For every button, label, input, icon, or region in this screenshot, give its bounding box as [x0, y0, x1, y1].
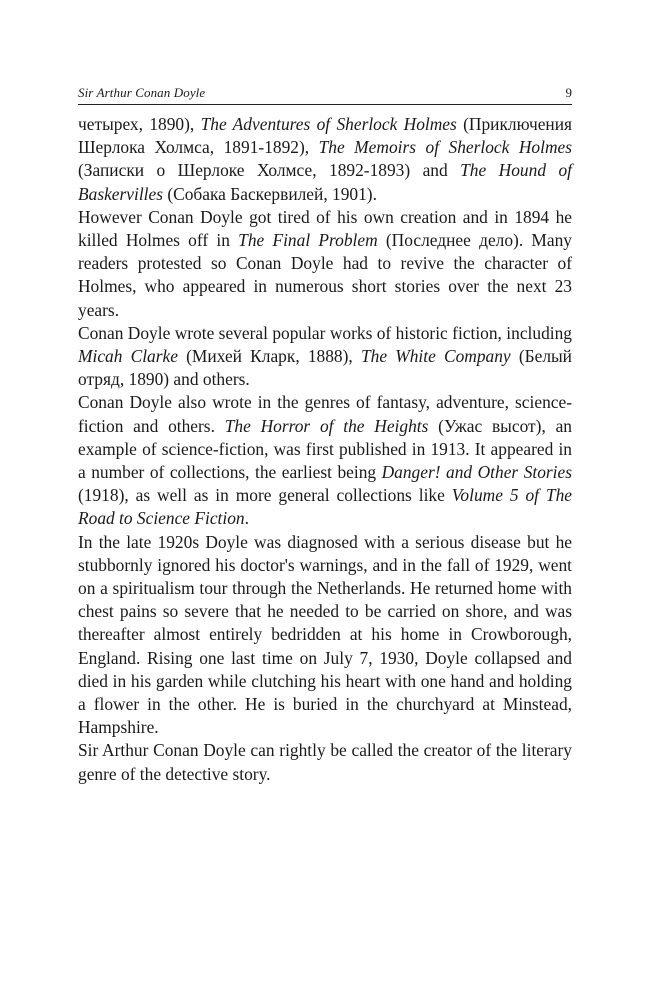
text-run: However Conan Doyle got tired of his own creation and in 1894 he killed Holmes off in: [78, 206, 572, 251]
book-title: The Final Problem: [238, 230, 378, 251]
running-header: [78, 82, 572, 105]
page-body: [78, 113, 572, 786]
text-run: (Приключения Шерлока Холмса, 1891-1892),: [78, 114, 573, 158]
paragraph-2: [78, 206, 572, 322]
text-run: .: [244, 508, 249, 529]
text-run: (Михей Кларк, 1888),: [177, 346, 361, 367]
paragraph-6: [78, 739, 572, 785]
text-run: (1918), as well as in more general collections like: [78, 485, 452, 506]
book-title: Micah Clarke: [78, 346, 178, 367]
text-run: (Белый отряд, 1890) and others.: [78, 346, 572, 390]
book-title: The Memoirs of Sherlock Holmes: [318, 137, 572, 158]
text-run: четырех, 1890),: [78, 114, 201, 134]
paragraph-5: [78, 531, 572, 740]
text-run: (Записки о Шерлоке Холмсе, 1892-1893) and: [78, 160, 461, 181]
book-title: The Adventures of Sherlock Holmes: [200, 114, 457, 134]
book-title: The White Company: [360, 346, 511, 367]
book-title: Danger! and Other Stories: [381, 462, 572, 483]
header-author: Sir Arthur Conan Doyle: [78, 85, 206, 100]
text-run: (Ужас высот), an example of science-fiction, was first published in 1913. It appeared in a number of collections, the earliest being: [78, 415, 572, 483]
paragraph-3: [78, 322, 572, 392]
text-run: Conan Doyle wrote several popular works of historic fiction, including: [78, 322, 572, 343]
book-title: The Hound of Baskervilles: [78, 160, 572, 204]
text-run: Sir Arthur Conan Doyle can rightly be called the creator of the literary genre of the detective story.: [78, 740, 572, 784]
text-run: Conan Doyle also wrote in the genres of fantasy, adventure, science-fiction and others.: [78, 392, 572, 436]
text-run: (Собака Баскервилей, 1901).: [163, 183, 377, 204]
text-run: (Последнее дело). Many readers protested so Conan Doyle had to revive the character of Holmes, who appeared in numerous short stories over the next 23 years.: [78, 230, 572, 320]
paragraph-1: [78, 113, 572, 206]
book-title: Volume 5 of The Road to Science Fiction: [78, 485, 572, 529]
paragraph-4: [78, 391, 572, 530]
page-number: 9: [565, 85, 572, 100]
text-run: In the late 1920s Doyle was diagnosed with a serious disease but he stubbornly ignored his doctor's warnings, and in the fall of 1929, went on a spiritualism tour through the Netherlands. He returned home with chest pains so severe that he needed to be carried on shore, and was thereafter almost entirely bedridden at his home in Crowborough, England. Rising one last time on July 7, 1930, Doyle collapsed and died in his garden while clutching his heart with one hand and holding a flower in the other. He is buried in the churchyard at Minstead, Hampshire.: [78, 531, 572, 738]
book-title: The Horror of the Heights: [224, 415, 429, 436]
